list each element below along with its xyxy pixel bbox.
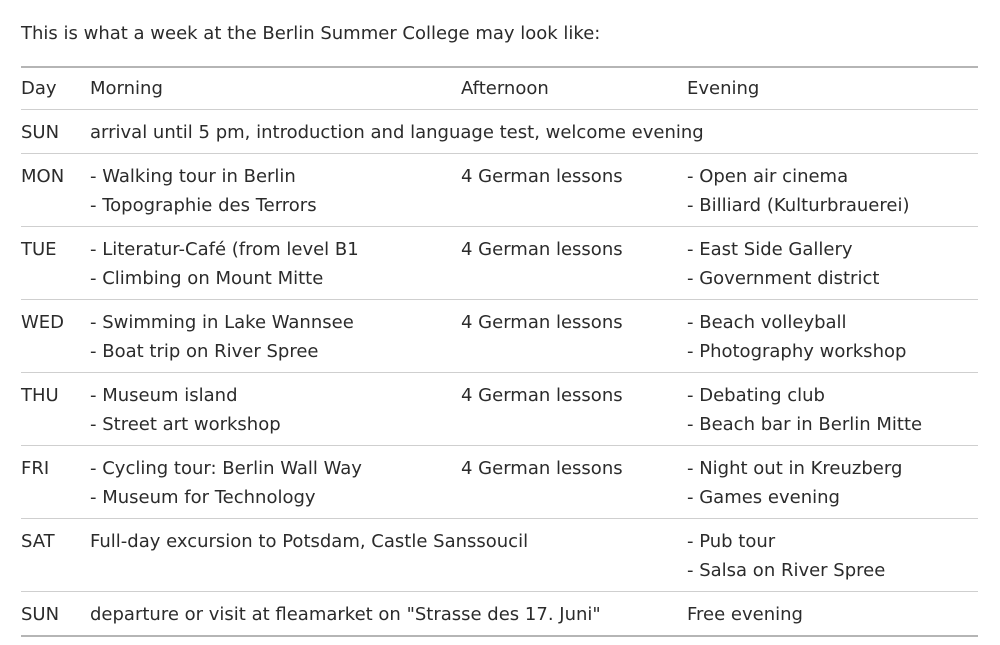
- evening-cell: [687, 518, 978, 591]
- afternoon-cell: 4 German lessons: [461, 311, 623, 333]
- activity-item: - Museum for Technology: [90, 486, 316, 508]
- evening-cell: [687, 226, 978, 299]
- evening-cell: [687, 445, 978, 518]
- morning-afternoon-cell: departure or visit at fleamarket on "Strasse des 17. Juni": [90, 603, 601, 625]
- morning-cell: [90, 372, 461, 445]
- activity-item: - Games evening: [687, 486, 840, 508]
- table-row: [21, 445, 978, 518]
- intro-text: This is what a week at the Berlin Summer College may look like:: [21, 23, 601, 44]
- afternoon-cell: 4 German lessons: [461, 238, 623, 260]
- activity-item: - Government district: [687, 267, 880, 289]
- morning-cell: [90, 299, 461, 372]
- activity-item: - Open air cinema: [687, 165, 849, 187]
- activity-item: - Salsa on River Spree: [687, 559, 886, 581]
- activity-item: - Walking tour in Berlin: [90, 165, 296, 187]
- header-day: Day: [21, 78, 57, 99]
- day-cell: WED: [21, 311, 65, 333]
- header-evening: Evening: [687, 78, 760, 99]
- activity-item: - Literatur-Café (from level B1: [90, 238, 359, 260]
- day-cell: MON: [21, 165, 65, 187]
- evening-cell: [687, 299, 978, 372]
- evening-cell: [687, 372, 978, 445]
- afternoon-cell: 4 German lessons: [461, 165, 623, 187]
- table-row: [21, 226, 978, 299]
- table-row: [21, 109, 978, 153]
- morning-cell: [90, 226, 461, 299]
- table-row: [21, 299, 978, 372]
- afternoon-cell: 4 German lessons: [461, 384, 623, 406]
- activity-item: - Street art workshop: [90, 413, 281, 435]
- day-cell: SUN: [21, 603, 60, 625]
- day-cell: SAT: [21, 530, 55, 552]
- day-cell: FRI: [21, 457, 50, 479]
- activity-item: - Beach volleyball: [687, 311, 847, 333]
- activity-item: - Boat trip on River Spree: [90, 340, 319, 362]
- table-row: [21, 372, 978, 445]
- activity-item: - Billiard (Kulturbrauerei): [687, 194, 910, 216]
- weekly-schedule-table: [21, 66, 978, 637]
- activity-item: - Swimming in Lake Wannsee: [90, 311, 354, 333]
- table-row: [21, 591, 978, 636]
- afternoon-cell: 4 German lessons: [461, 457, 623, 479]
- activity-item: - Debating club: [687, 384, 825, 406]
- full-day-cell: arrival until 5 pm, introduction and language test, welcome evening: [90, 121, 704, 143]
- evening-cell: Free evening: [687, 603, 803, 625]
- day-cell: SUN: [21, 121, 60, 143]
- table-row: [21, 153, 978, 226]
- evening-cell: [687, 153, 978, 226]
- activity-item: - Climbing on Mount Mitte: [90, 267, 324, 289]
- table-row: [21, 518, 978, 591]
- activity-item: - Pub tour: [687, 530, 776, 552]
- day-cell: TUE: [21, 238, 57, 260]
- activity-item: - Museum island: [90, 384, 238, 406]
- morning-cell: [90, 445, 461, 518]
- morning-afternoon-cell: Full-day excursion to Potsdam, Castle Sanssoucil: [90, 530, 529, 552]
- activity-item: - East Side Gallery: [687, 238, 853, 260]
- activity-item: - Beach bar in Berlin Mitte: [687, 413, 923, 435]
- day-cell: THU: [21, 384, 59, 406]
- header-morning: Morning: [90, 78, 163, 99]
- activity-item: - Night out in Kreuzberg: [687, 457, 903, 479]
- activity-item: - Topographie des Terrors: [90, 194, 317, 216]
- activity-item: - Cycling tour: Berlin Wall Way: [90, 457, 362, 479]
- morning-cell: [90, 153, 461, 226]
- activity-item: - Photography workshop: [687, 340, 907, 362]
- table-header-row: [21, 67, 978, 109]
- header-afternoon: Afternoon: [461, 78, 549, 99]
